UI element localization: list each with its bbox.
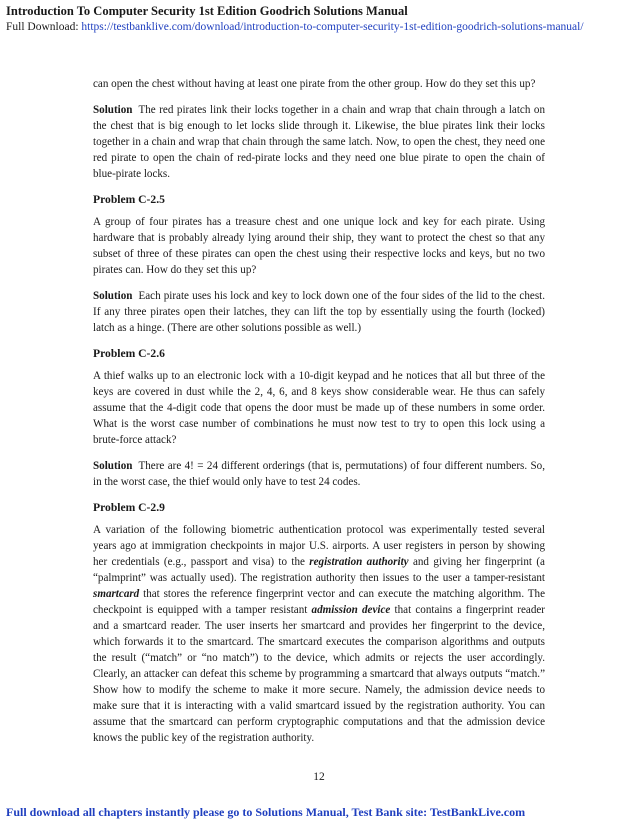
solution-label: Solution: [93, 104, 133, 116]
download-label: Full Download:: [6, 21, 79, 33]
problem-c25-text: A group of four pirates has a treasure chest and one unique lock and key for each pirate. Using hardware that is probably already lying around their ship, they want to protect the chest so that any subset of three of these pirates can open the chest using their respective locks and keys, but no two pirates can. How do they set this up?: [93, 216, 545, 276]
solution-c26: [93, 458, 545, 490]
problem-c29-text: [93, 522, 545, 746]
footer-link[interactable]: Full download all chapters instantly please go to Solutions Manual, Test Bank site: TestBankLive.com: [6, 805, 526, 819]
solution-c26-text: There are 4! = 24 different orderings (that is, permutations) of four different numbers. So, in the worst case, the thief would only have to test 24 codes.: [93, 460, 545, 488]
solution-c24: [93, 102, 545, 182]
problem-c29-title: Problem C-2.9: [93, 501, 165, 514]
solution-label: Solution: [93, 290, 133, 302]
download-line: [6, 21, 584, 33]
problem-c25-title: Problem C-2.5: [93, 193, 165, 206]
term-registration-authority: registration authority: [309, 556, 409, 568]
problem-c29-part-d: that contains a fingerprint reader and a smartcard reader. The user inserts her smartcard and provides her fingerprint to the device, which forwards it to the smartcard. The smartcard executes the comparison algorithms and outputs the result (“match” or “no match”) to the device, which admits or rejects the user accordingly. Clearly, an attacker can defeat this scheme by programming a smartcard that always outputs “match.” Show how to modify the scheme to make it more secure. Namely, the admission device needs to make sure that it is interacting with a valid smartcard issued by the registration authority. You can assume that the smartcard can perform cryptographic computations and that the admission device knows the public key of the registration authority.: [93, 604, 545, 744]
problem-c26-text: A thief walks up to an electronic lock with a 10-digit keypad and he notices that all but three of the keys are covered in dust while the 2, 4, 6, and 8 keys show considerable wear. He thus can safely assume that the 4-digit code that opens the door must be made up of these numbers in some order. What is the worst case number of combinations he must now test to try to open this lock using a brute-force attack?: [93, 370, 545, 446]
term-smartcard: smartcard: [93, 588, 140, 600]
problem-c29-part-b: and giving her fingerprint (a “palmprint” was actually used). The registration authority then issues to the user a tamper-resistant: [93, 556, 545, 584]
term-admission-device: admission device: [311, 604, 391, 616]
solution-label: Solution: [93, 460, 133, 472]
problem-c29-part-a: A variation of the following biometric authentication protocol was experimentally tested several years ago at immigration checkpoints in major U.S. airports. A user registers in person by showing her credentials (e.g., passport and visa) to the: [93, 524, 545, 568]
page-content: [93, 76, 545, 756]
problem-c26-title: Problem C-2.6: [93, 347, 165, 360]
document-title: Introduction To Computer Security 1st Edition Goodrich Solutions Manual: [6, 4, 408, 18]
solution-c25-text: Each pirate uses his lock and key to lock down one of the four sides of the lid to the chest. If any three pirates open their latches, they can lift the top by essentially using the fourth (locked) latch as a hinge. (There are other solutions possible as well.): [93, 290, 545, 334]
solution-c24-text: The red pirates link their locks together in a chain and wrap that chain through a latch on the chest that is big enough to let locks slide through it. Likewise, the blue pirates link their locks together in a chain and wrap that chain through the same latch. Now, to open the chest, they need one red pirate to open the chain of red-pirate locks and they need one blue pirate to open the chain of blue-pirate locks.: [93, 104, 545, 180]
intro-paragraph: can open the chest without having at least one pirate from the other group. How do they set this up?: [93, 78, 536, 90]
problem-c29-part-c: that stores the reference fingerprint vector and can execute the matching algorithm. The checkpoint is equipped with a tamper resistant: [93, 588, 545, 616]
download-link[interactable]: https://testbanklive.com/download/introduction-to-computer-security-1st-edition-goodrich-solutions-manual/: [81, 21, 584, 33]
solution-c25: [93, 288, 545, 336]
page-number: 12: [313, 771, 325, 783]
